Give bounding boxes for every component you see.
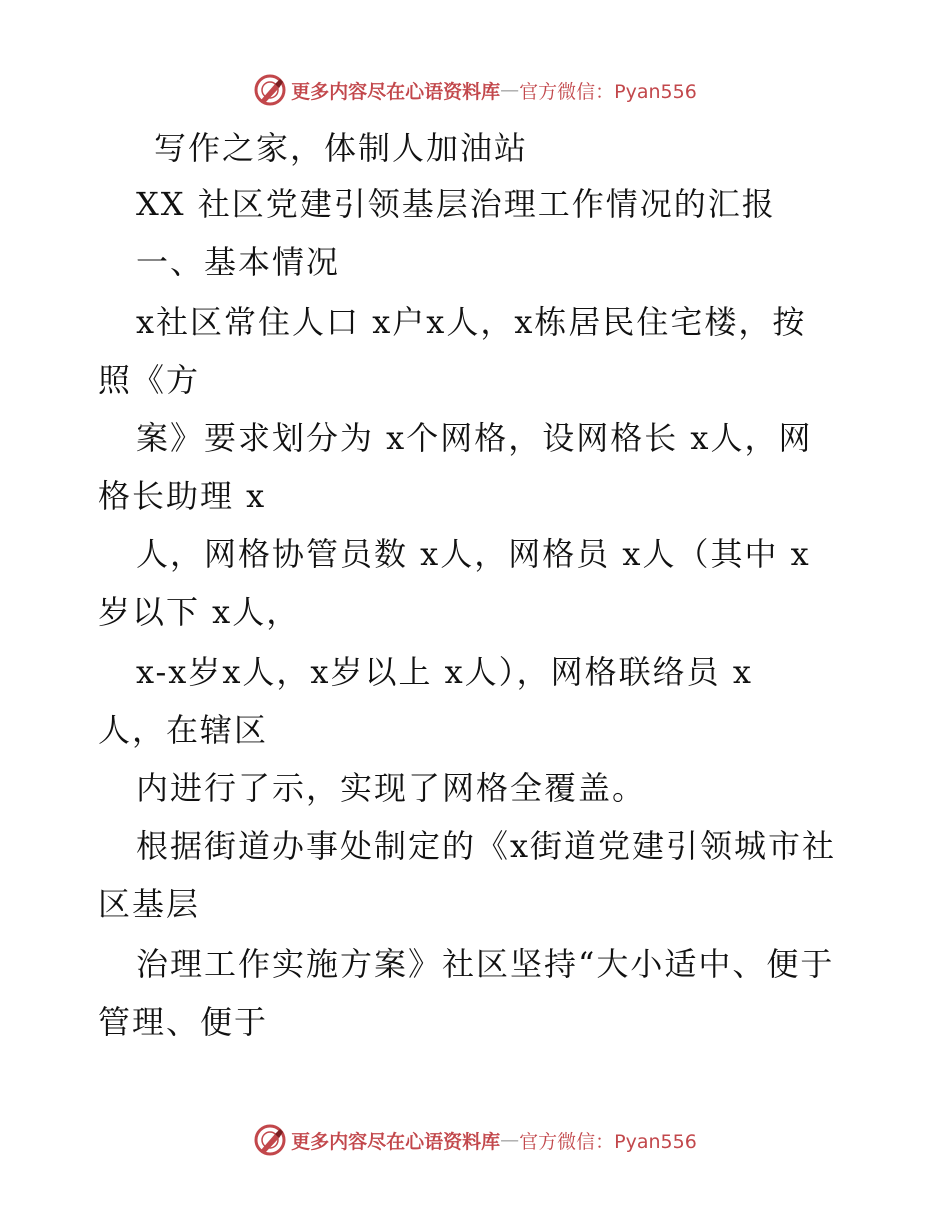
doc-line: 区基层: [98, 885, 201, 923]
doc-line: x社区常住人口 x户x人，x栋居民住宅楼，按: [136, 303, 807, 341]
banner-separator: —: [500, 1129, 520, 1151]
doc-line: 照《方: [98, 361, 201, 399]
doc-line-subtitle: 写作之家，体制人加油站: [154, 129, 529, 167]
pen-nib-logo-icon: [253, 73, 287, 107]
doc-line-section-heading: 一、基本情况: [136, 243, 341, 281]
doc-line: 案》要求划分为 x个网格，设网格长 x人，网: [136, 419, 813, 457]
header-banner: [0, 70, 950, 110]
doc-line: 格长助理 x: [98, 477, 267, 515]
doc-line: 治理工作实施方案》社区坚持“大小适中、便于: [136, 945, 835, 983]
doc-line-title: XX 社区党建引领基层治理工作情况的汇报: [136, 185, 776, 223]
banner-brand-text: 更多内容尽在心语资料库: [291, 1130, 501, 1153]
pen-nib-logo-icon: [253, 1123, 287, 1157]
doc-line: 管理、便于: [98, 1003, 269, 1041]
banner-brand-text: 更多内容尽在心语资料库: [291, 80, 501, 103]
footer-banner: [0, 1120, 950, 1160]
doc-line: 根据街道办事处制定的《x街道党建引领城市社: [136, 827, 837, 865]
doc-line: 岁以下 x人，: [98, 593, 301, 631]
doc-line: 人，网格协管员数 x人，网格员 x人（其中 x: [136, 535, 811, 573]
banner-separator: —: [500, 79, 520, 101]
banner-wechat-text: 官方微信：Pyan556: [519, 1130, 697, 1153]
doc-line: 人，在辖区: [98, 711, 269, 749]
banner-wechat-text: 官方微信：Pyan556: [519, 80, 697, 103]
doc-line: x-x岁x人，x岁以上 x人），网格联络员 x: [136, 653, 753, 691]
doc-line: 内进行了示，实现了网格全覆盖。: [136, 769, 647, 807]
